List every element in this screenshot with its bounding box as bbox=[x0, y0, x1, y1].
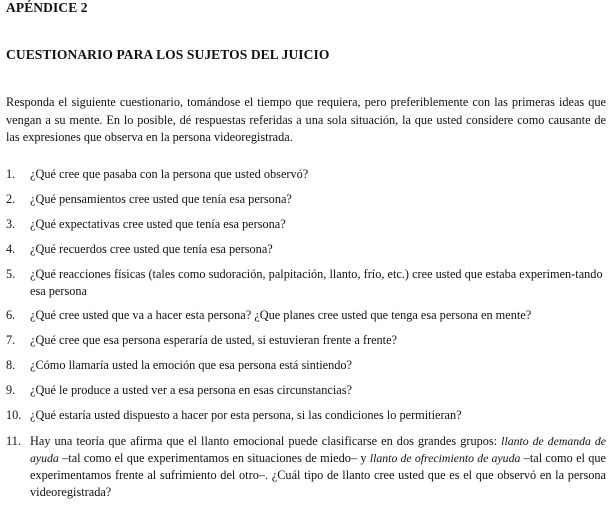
question-number: 6. bbox=[6, 308, 16, 323]
question-number: 4. bbox=[6, 241, 16, 256]
question-text: ¿Qué estaría usted dispuesto a hacer por esta persona, si las condiciones lo permitieran? bbox=[30, 408, 462, 423]
question-number: 3. bbox=[6, 216, 16, 231]
question-text: ¿Qué cree que esa persona esperaría de usted, si estuvieran frente a frente? bbox=[30, 333, 398, 348]
question-text: ¿Qué le produce a usted ver a esa persona en esas circunstancias? bbox=[30, 383, 352, 398]
term-help-demand-crying: llanto de demanda de ayuda bbox=[30, 433, 606, 465]
list-item bbox=[0, 307, 606, 324]
question-number: 5. bbox=[6, 266, 16, 281]
question-text-part: –tal como el que experimentamos en situaciones de miedo– y bbox=[58, 450, 370, 465]
question-number: 1. bbox=[6, 167, 16, 181]
question-text-part: Hay una teoría que afirma que el llanto emocional puede clasificarse en dos grandes grupos: bbox=[30, 433, 502, 448]
question-text: ¿Cómo llamaría usted la emoción que esa persona está sintiendo? bbox=[30, 358, 353, 373]
list-item bbox=[0, 241, 606, 258]
instructions-paragraph: Responda el siguiente cuestionario, tomándose el tiempo que requiera, pero preferiblemente con las primeras ideas que vengan a su mente. En lo posible, dé respuestas referidas a una sola situación, la que usted considere como causante de las expresiones que observa en la persona videoregistrada. bbox=[6, 95, 606, 144]
question-number: 2. bbox=[6, 191, 16, 206]
question-text: ¿Qué recuerdos cree usted que tenía esa persona? bbox=[30, 241, 273, 256]
question-number: 9. bbox=[6, 383, 16, 398]
question-text: ¿Qué cree usted que va a hacer esta persona? ¿Que planes cree usted que tenga esa persona en mente? bbox=[30, 308, 532, 323]
section-title: CUESTIONARIO PARA LOS SUJETOS DEL JUICIO bbox=[6, 47, 330, 62]
question-number: 7. bbox=[6, 333, 16, 348]
list-item bbox=[0, 166, 606, 183]
question-text: ¿Qué cree que pasaba con la persona que usted observó? bbox=[30, 167, 309, 181]
list-item bbox=[0, 191, 606, 208]
question-list bbox=[0, 166, 606, 508]
question-number: 11. bbox=[6, 433, 21, 448]
list-item bbox=[0, 266, 606, 300]
list-item bbox=[0, 216, 606, 233]
term-help-offering-crying: llanto de ofrecimiento de ayuda bbox=[369, 450, 521, 465]
list-item bbox=[0, 332, 606, 349]
appendix-title: APÉNDICE 2 bbox=[6, 0, 88, 15]
question-text: ¿Qué reacciones físicas (tales como sudoración, palpitación, llanto, frío, etc.) cree usted que estaba experimen-tando esa persona bbox=[30, 266, 603, 298]
question-text: ¿Qué pensamientos cree usted que tenía esa persona? bbox=[30, 191, 292, 206]
question-number: 8. bbox=[6, 358, 16, 373]
list-item bbox=[0, 433, 606, 501]
list-item bbox=[0, 407, 606, 424]
list-item bbox=[0, 382, 606, 399]
question-number: 10. bbox=[6, 408, 22, 423]
list-item bbox=[0, 357, 606, 374]
question-text-part: –tal como el que experimentamos frente al sufrimiento del otro–. ¿Cuál tipo de llanto cree usted que es el que observó en la persona videoregistrada? bbox=[30, 450, 607, 499]
question-text: ¿Qué expectativas cree usted que tenía esa persona? bbox=[30, 216, 286, 231]
question-text bbox=[30, 434, 606, 499]
